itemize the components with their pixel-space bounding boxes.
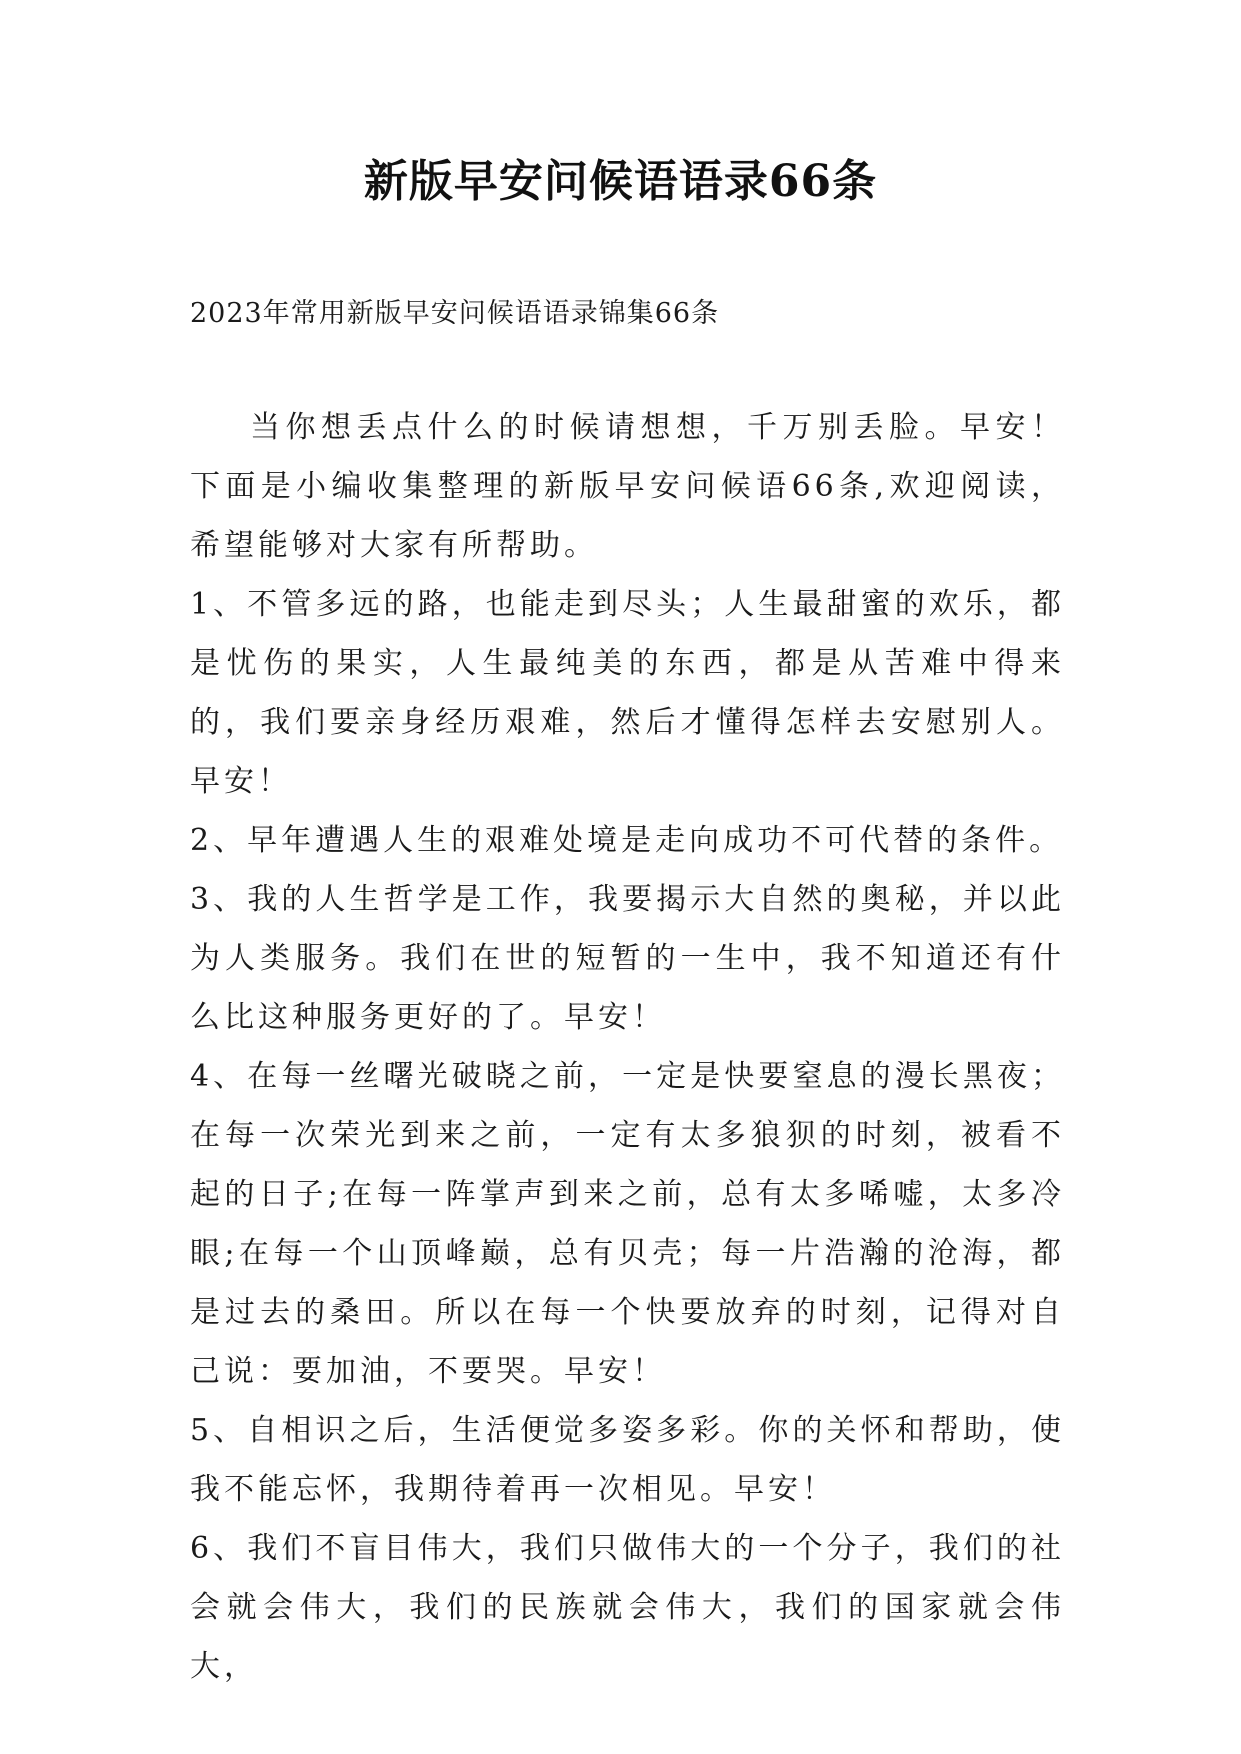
document-body	[190, 398, 1065, 1696]
document-subtitle: 2023年常用新版早安问候语语录锦集66条	[190, 298, 720, 329]
list-item: 3、我的人生哲学是工作，我要揭示大自然的奥秘，并以此为人类服务。我们在世的短暂的一生中，我不知道还有什么比这种服务更好的了。早安！	[190, 882, 1065, 1035]
list-item: 5、自相识之后，生活便觉多姿多彩。你的关怀和帮助，使我不能忘怀，我期待着再一次相见。早安！	[190, 1413, 1065, 1507]
document-title: 新版早安问候语语录66条	[363, 156, 878, 207]
list-item: 2、早年遭遇人生的艰难处境是走向成功不可代替的条件。	[190, 823, 1064, 858]
intro-paragraph: 当你想丢点什么的时候请想想，千万别丢脸。早安！下面是小编收集整理的新版早安问候语66条,欢迎阅读，希望能够对大家有所帮助。	[190, 410, 1065, 563]
list-item: 1、不管多远的路，也能走到尽头；人生最甜蜜的欢乐，都是忧伤的果实，人生最纯美的东西，都是从苦难中得来的，我们要亲身经历艰难，然后才懂得怎样去安慰别人。早安！	[190, 587, 1065, 799]
list-item: 4、在每一丝曙光破晓之前，一定是快要窒息的漫长黑夜；在每一次荣光到来之前，一定有太多狼狈的时刻，被看不起的日子;在每一阵掌声到来之前，总有太多唏嘘，太多冷眼;在每一个山顶峰巅，总有贝壳；每一片浩瀚的沧海，都是过去的桑田。所以在每一个快要放弃的时刻，记得对自己说：要加油，不要哭。早安！	[190, 1059, 1065, 1389]
list-item: 6、我们不盲目伟大，我们只做伟大的一个分子，我们的社会就会伟大，我们的民族就会伟大，我们的国家就会伟大，	[190, 1531, 1065, 1684]
